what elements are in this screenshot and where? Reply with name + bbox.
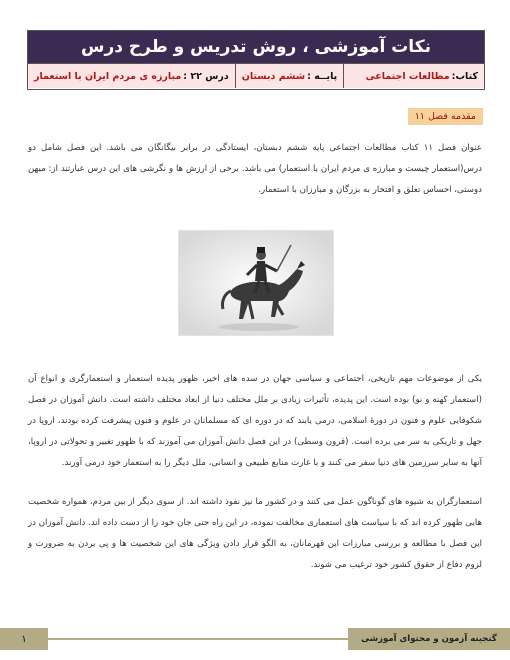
lesson-value: مبارزه ی مردم ایران با استعمار — [34, 70, 182, 82]
horse-rider-image — [178, 230, 334, 336]
lesson-header — [27, 30, 485, 90]
horse-rider-icon — [179, 231, 333, 335]
paragraph-intro: عنوان فصل ۱۱ کتاب مطالعات اجتماعی پایه ششم دبستان، ایستادگی در برابر بیگانگان می باشد. این فصل شامل دو درس(استعمار چیست و مبارزه ی مردم ایران با استعمار) می باشد. برخی از ارزش ها و نگرشی های این درس عبارتند از: میهن دوستی، احساس تعلق و افتخار به بزرگان و مبارزان با استعمار. — [28, 143, 482, 195]
lesson-info-bar — [28, 63, 484, 88]
page-footer — [0, 628, 510, 650]
page-number: ۱ — [0, 628, 48, 650]
lesson-cell — [28, 64, 235, 88]
lesson-label: درس ۲۲ : — [183, 70, 229, 82]
paragraph-colonialism: یکی از موضوعات مهم تاریخی، اجتماعی و سیاسی جهان در سده های اخیر، ظهور پدیده استعمار و استعمارگری و انواع آن (استعمار کهنه و نو) بوده است. این پدیده، تأثیرات زیادی بر ملل مختلف دنیا از ابعاد مختلف داشته است. دانش آموزان در فصل شکوفایی علوم و فنون در دورهٔ اسلامی، درمی یابند که در دوره ای که مسلمانان در علوم و فنون پیشرفت کرده بودند، اروپا در جهل و تاریکی به سر می برده است. (قرون وسطی) در این فصل دانش آموزان می آموزند که با ظهور تغییر و تحولاتی در اروپا، آنها به سایر سرزمین های دنیا سفر می کنند و با غارت منابع طبیعی و انسانی، ملل دیگر را به استعمار خود درمی آورند. — [28, 374, 482, 468]
grade-value: ششم دبستان — [241, 70, 306, 82]
book-value: مطالعات اجتماعی — [365, 70, 450, 82]
publisher-label: گنجینه آزمون و محتوای آموزشی — [348, 628, 510, 650]
section-heading: مقدمه فصل ۱۱ — [408, 108, 483, 125]
book-cell — [343, 64, 484, 88]
page-title: نکات آموزشی ، روش تدریس و طرح درس — [28, 31, 484, 63]
footer-divider — [48, 638, 348, 640]
grade-label: پایــه : — [307, 70, 338, 82]
book-label: کتاب: — [451, 70, 478, 82]
grade-cell — [235, 64, 344, 88]
paragraph-heroes: استعمارگران به شیوه های گوناگون عمل می کنند و در کشور ما نیز نفوذ داشته اند. از سوی دیگر از بین مردم، همواره شخصیت هایی ظهور کرده اند که با سیاست های استعماری مخالفت نموده، در این راه حتی جان خود را از دست داده اند. دانش آموزان در این فصل با مطالعه و بررسی مبارزات این قهرمانان، به الگو قرار دادن ویژگی های این شخصیت ها و پی بردن به ضرورت و لزوم دفاع از حقوق کشور خود ترغیب می شوند. — [28, 497, 482, 570]
